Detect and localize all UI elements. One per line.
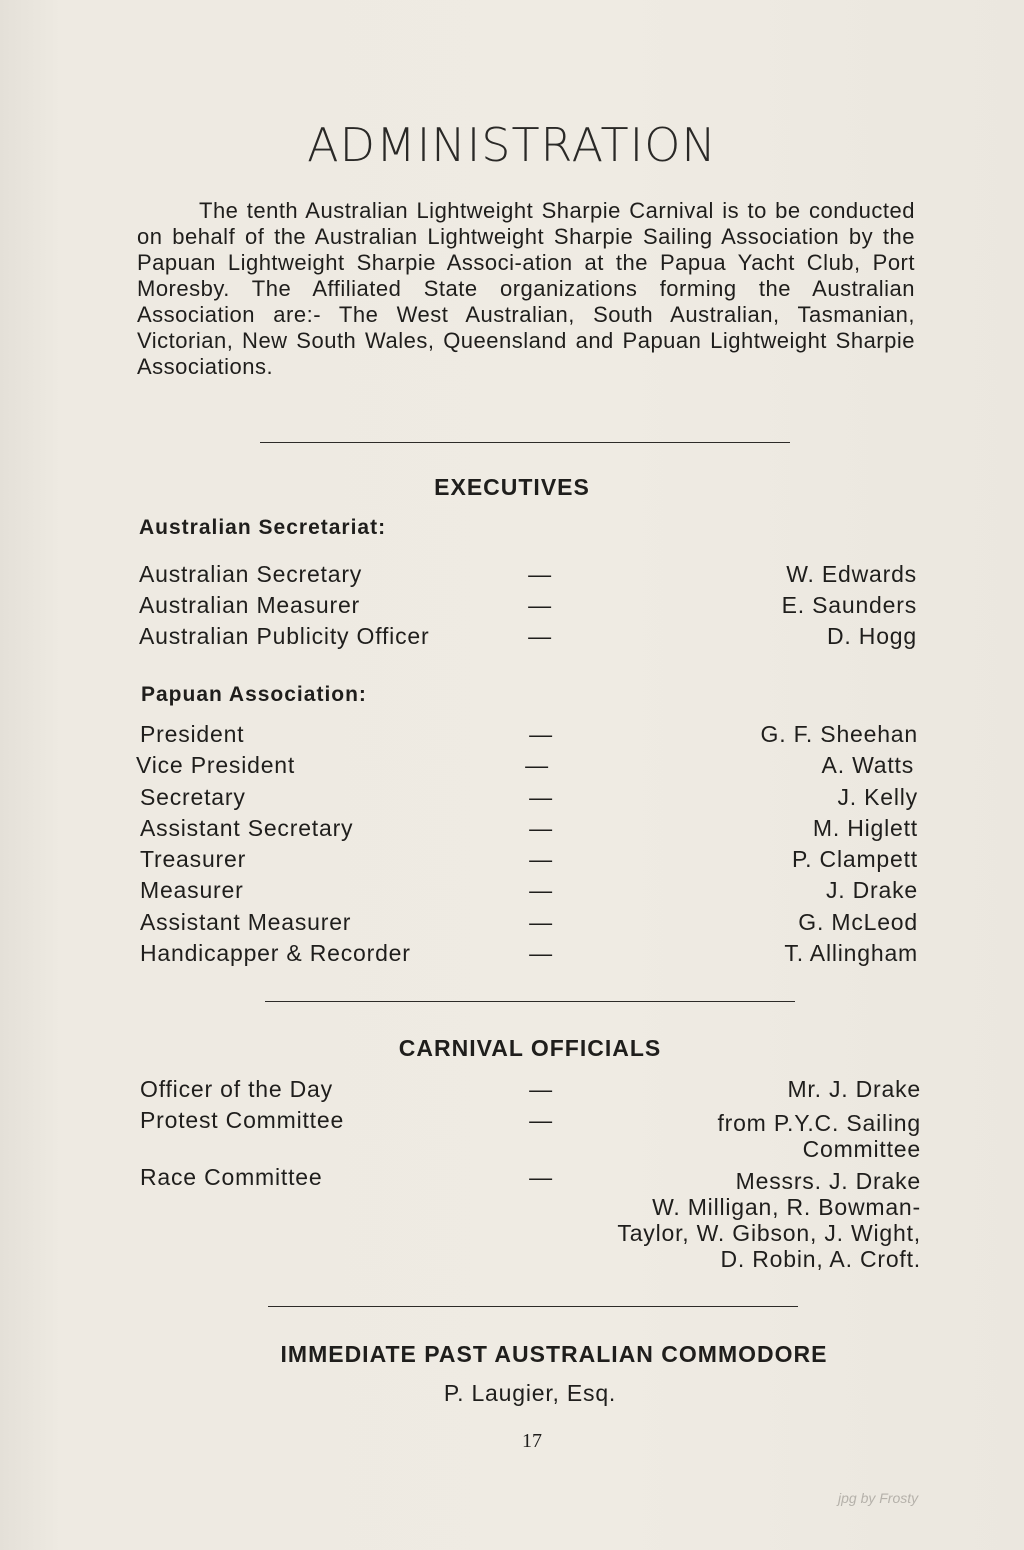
officer-role: Vice President [136,752,296,778]
dash: — [528,561,552,587]
officer-row [140,909,918,940]
dash: — [529,1164,553,1190]
protest-committee-members [717,1110,921,1162]
dash: — [529,784,553,810]
dash: — [529,909,553,935]
officer-row [140,940,918,971]
officer-role: Australian Secretary [139,561,363,587]
race-committee-members [617,1168,921,1272]
officer-row [140,1076,921,1107]
officer-name: G. McLeod [798,909,918,935]
officer-name: Mr. J. Drake [787,1076,921,1102]
dash: — [528,623,552,649]
officer-role: Secretary [140,784,246,810]
carnival-officials-heading: CARNIVAL OFFICIALS [398,1035,662,1061]
dash: — [529,846,553,872]
officer-name: M. Higlett [812,815,918,841]
member-line: W. Milligan, R. Bowman- [652,1194,921,1220]
officer-name: A. Watts [821,752,914,778]
dash: — [529,815,553,841]
dash: — [529,1107,553,1133]
officer-row [140,877,918,908]
papuan-association-heading: Papuan Association: [141,683,367,706]
officer-role: Measurer [140,877,244,903]
member-line: Committee [802,1136,921,1162]
divider [268,1306,798,1307]
officer-row [139,561,917,592]
officer-name: P. Clampett [792,846,918,872]
officer-role: Race Committee [140,1164,323,1190]
officer-name: T. Allingham [784,940,918,966]
australian-secretariat-heading: Australian Secretariat: [139,516,387,539]
dash: — [528,592,552,618]
member-line: Messrs. J. Drake [735,1168,921,1194]
page-title: ADMINISTRATION [307,118,717,172]
officer-role: Australian Measurer [139,592,361,618]
officer-name: G. F. Sheehan [760,721,918,747]
member-line: from P.Y.C. Sailing [717,1110,921,1136]
past-commodore-name: P. Laugier, Esq. [443,1380,617,1406]
page-number: 17 [522,1430,542,1452]
officer-role: Assistant Secretary [140,815,354,841]
officer-row [139,592,917,623]
officer-row [140,721,918,752]
intro-paragraph: The tenth Australian Lightweight Sharpie Carnival is to be conducted on behalf of the Australian Lightweight Sharpie Sailing Association by the Papuan Lightweight Sharpie Associ-ation at the Papua Yacht Club, Port Moresby. The Affiliated State organizations forming the Australian Association are:- The West Australian, South Australian, Tasmanian, Victorian, New South Wales, Queensland and Papuan Lightweight Sharpie Associations. [137,198,915,379]
officer-row [140,846,918,877]
dash: — [529,721,553,747]
officer-name: J. Drake [825,877,918,903]
divider [260,442,790,443]
officer-role: Australian Publicity Officer [139,623,430,649]
officer-name: E. Saunders [781,592,917,618]
officer-row [139,623,917,654]
member-line: Taylor, W. Gibson, J. Wight, [617,1220,921,1246]
officer-role: President [140,721,245,747]
officer-row [140,815,918,846]
officer-role: Protest Committee [140,1107,345,1133]
officer-role: Assistant Measurer [140,909,352,935]
executives-heading: EXECUTIVES [434,474,590,500]
officer-name: W. Edwards [786,561,917,587]
dash: — [529,1076,553,1102]
dash: — [525,752,549,778]
past-commodore-heading: IMMEDIATE PAST AUSTRALIAN COMMODORE [280,1341,828,1367]
officer-row [140,784,918,815]
officer-role: Handicapper & Recorder [140,940,411,966]
officer-row [136,752,914,783]
dash: — [529,877,553,903]
watermark: jpg by Frosty [838,1490,919,1506]
dash: — [529,940,553,966]
divider [265,1001,795,1002]
officer-name: D. Hogg [827,623,917,649]
officer-name: J. Kelly [837,784,918,810]
officer-role: Officer of the Day [140,1076,333,1102]
officer-role: Treasurer [140,846,247,872]
member-line: D. Robin, A. Croft. [720,1246,921,1272]
